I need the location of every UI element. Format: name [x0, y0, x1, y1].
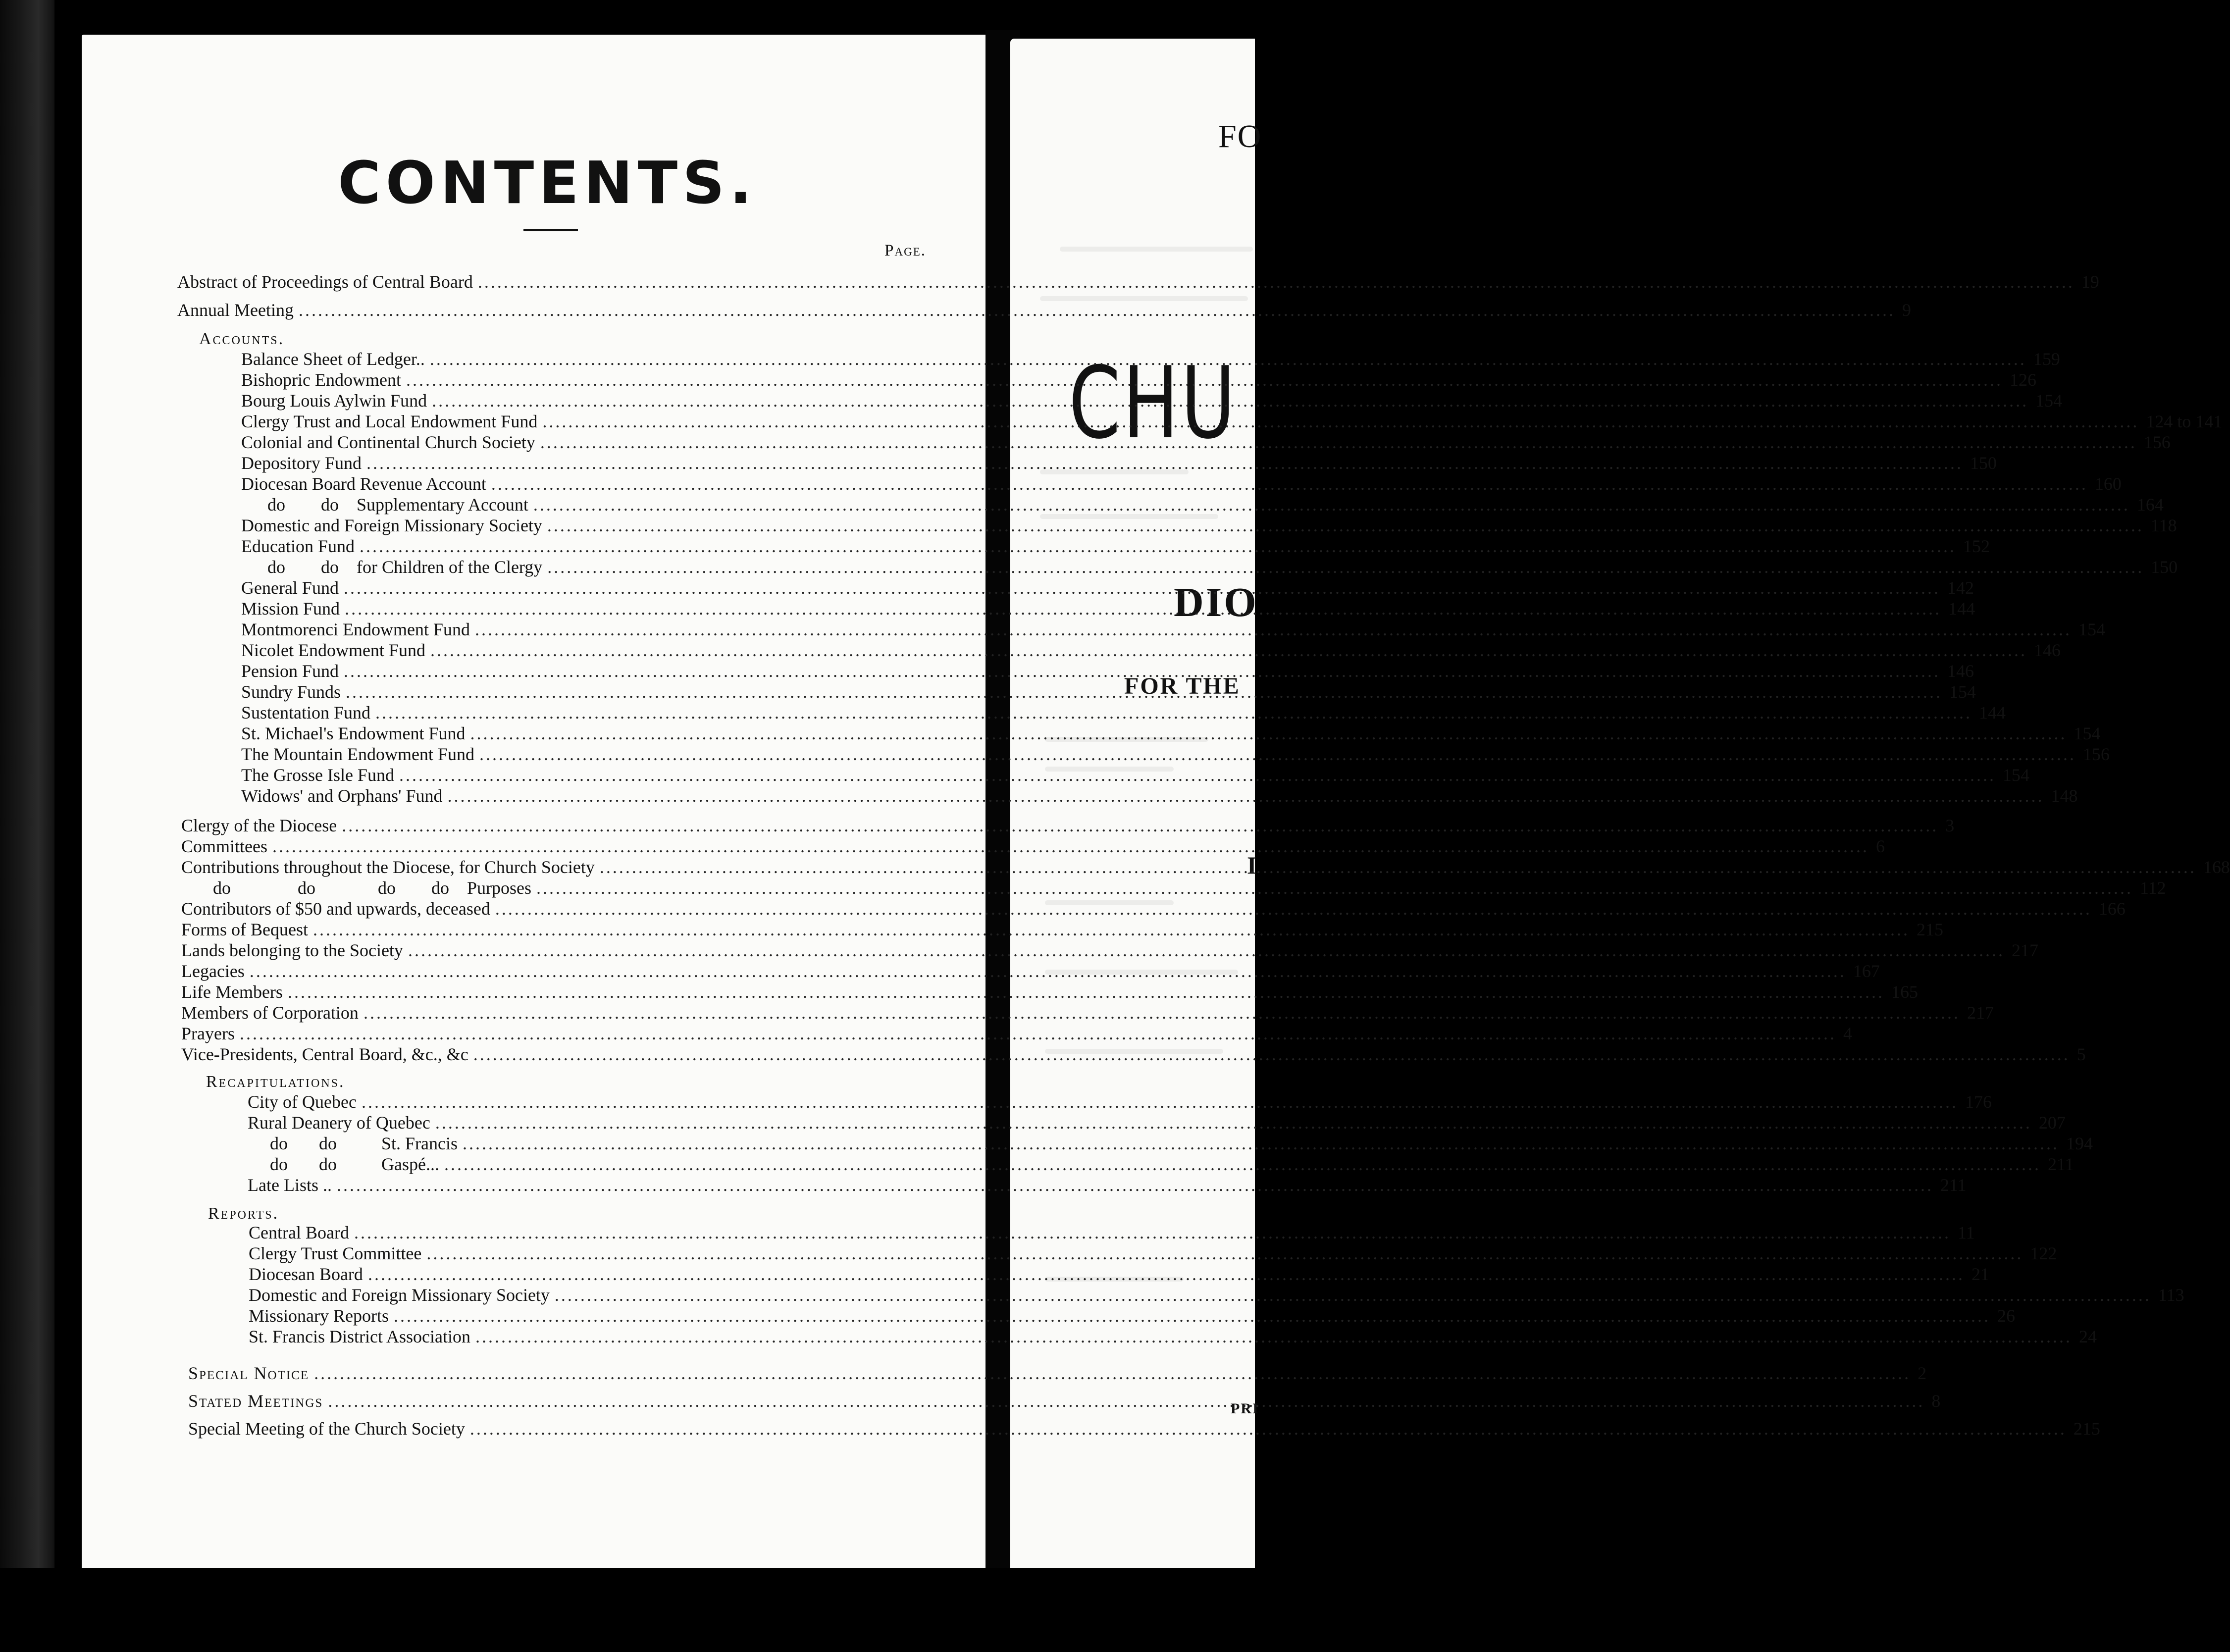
toc-entry — [241, 390, 2063, 412]
toc-entry — [181, 981, 1918, 1003]
leader-dots — [344, 661, 1940, 681]
toc-entry — [181, 961, 1880, 982]
leader-dots — [475, 1326, 2072, 1347]
entry-page: 144 — [1979, 703, 2006, 723]
entry-page: 165 — [1891, 982, 1918, 1002]
entry-page: 24 — [2078, 1327, 2097, 1346]
entry-page: 148 — [2051, 786, 2078, 806]
leader-dots — [366, 453, 1963, 473]
leader-dots — [470, 1418, 2067, 1439]
leader-dots — [470, 723, 2067, 744]
toc-entry — [181, 1044, 2086, 1066]
leader-dots — [272, 836, 1869, 857]
leader-dots — [406, 369, 2003, 390]
leader-dots — [346, 681, 1942, 702]
toc-entry — [188, 1363, 1927, 1385]
entry-page: 8 — [1931, 1391, 1941, 1411]
leader-dots — [313, 919, 1910, 940]
leader-dots — [314, 1363, 1911, 1384]
entry-page: 154 — [2078, 620, 2105, 639]
leader-dots — [430, 640, 2027, 661]
entry-label: Bourg Louis Aylwin Fund — [241, 391, 427, 411]
leader-dots — [536, 878, 2133, 898]
entry-page: 146 — [1947, 661, 1974, 681]
entry-label: Life Members — [181, 982, 283, 1002]
toc-entry — [181, 1002, 1994, 1024]
entry-page: 164 — [2136, 495, 2164, 515]
title-rule — [523, 229, 578, 231]
leader-dots — [435, 1112, 2032, 1133]
toc-entry — [241, 661, 1974, 682]
leader-dots — [533, 494, 2130, 515]
right-page-fragment-chu: CHU — [1069, 346, 1238, 461]
entry-label: General Fund — [241, 578, 339, 598]
leader-dots — [547, 557, 2144, 577]
entry-label: Stated Meetings — [188, 1391, 323, 1411]
toc-entry — [241, 619, 2105, 641]
entry-label: Special Notice — [188, 1363, 310, 1383]
faded-text-line — [1060, 247, 1253, 252]
toc-entry — [181, 815, 1955, 837]
entry-page: 217 — [2011, 940, 2038, 960]
right-page-fragment-dio: DIO — [1174, 579, 1258, 625]
leader-dots — [426, 1243, 2023, 1264]
entry-label: Montmorenci Endowment Fund — [241, 620, 470, 639]
toc-entry — [241, 432, 2171, 454]
leader-dots — [463, 1133, 2059, 1154]
toc-entry — [181, 919, 1943, 941]
entry-page: 166 — [2098, 899, 2126, 919]
entry-label: Missionary Reports — [249, 1306, 389, 1326]
right-page-fragment-for-the: FOR THE — [1124, 673, 1241, 699]
leader-dots — [345, 598, 1941, 619]
entry-label: The Grosse Isle Fund — [241, 765, 394, 785]
entry-label: St. Michael's Endowment Fund — [241, 723, 466, 743]
leader-dots — [432, 390, 2028, 411]
entry-page: 11 — [1957, 1223, 1975, 1242]
entry-label: Prayers — [181, 1024, 235, 1043]
toc-entry — [241, 349, 2060, 370]
toc-entry — [177, 271, 2099, 293]
entry-label: Contributors of $50 and upwards, deceased — [181, 899, 490, 919]
leader-dots — [344, 577, 1940, 598]
toc-entry — [267, 494, 2164, 516]
leader-dots — [360, 536, 1956, 557]
leader-dots — [288, 981, 1884, 1002]
toc-entry — [181, 1023, 1852, 1045]
entry-page: 4 — [1843, 1024, 1852, 1043]
toc-entry — [249, 1264, 1989, 1286]
entry-label: Mission Fund — [241, 599, 340, 619]
entry-page: 154 — [2035, 391, 2063, 411]
toc-entry — [213, 878, 2166, 899]
entry-page: 112 — [2140, 878, 2166, 898]
entry-page: 126 — [2009, 370, 2036, 390]
entry-page: 215 — [1917, 920, 1943, 939]
toc-entry — [241, 369, 2036, 391]
toc-entry — [181, 898, 2126, 920]
entry-label: St. Francis District Association — [249, 1327, 470, 1346]
leader-dots — [250, 961, 1846, 981]
entry-label: Widows' and Orphans' Fund — [241, 786, 443, 806]
toc-entry — [249, 1243, 2057, 1265]
entry-label: Forms of Bequest — [181, 920, 308, 939]
entry-page: 194 — [2066, 1134, 2093, 1153]
entry-page: 176 — [1965, 1092, 1992, 1112]
entry-page: 168 — [2203, 857, 2230, 877]
leader-dots — [495, 898, 2092, 919]
scan-left-edge — [0, 0, 54, 1652]
entry-page: 152 — [1963, 536, 1990, 556]
leader-dots — [479, 744, 2076, 765]
leader-dots — [362, 1091, 1958, 1112]
entry-page: 19 — [2081, 272, 2099, 292]
entry-label: Clergy of the Diocese — [181, 816, 337, 835]
entry-page: 21 — [1971, 1264, 1989, 1284]
entry-page: 154 — [2074, 723, 2101, 743]
entry-label: The Mountain Endowment Fund — [241, 744, 474, 764]
entry-label: Depository Fund — [241, 453, 362, 473]
entry-label: Domestic and Foreign Missionary Society — [249, 1285, 550, 1305]
entry-page: 9 — [1902, 300, 1911, 320]
entry-label: Diocesan Board — [249, 1264, 363, 1284]
entry-label: do do Gaspé... — [270, 1154, 439, 1174]
entry-label: Members of Corporation — [181, 1003, 359, 1023]
entry-label: do do Supplementary Account — [267, 495, 528, 515]
entry-page: 154 — [2002, 765, 2029, 785]
toc-entry — [181, 836, 1885, 858]
leader-dots — [430, 349, 2026, 369]
toc-entry — [248, 1112, 2066, 1134]
entry-label: Diocesan Board Revenue Account — [241, 474, 486, 494]
entry-label: Late Lists .. — [248, 1175, 332, 1195]
leader-dots — [299, 300, 1895, 320]
leader-dots — [399, 765, 1996, 785]
toc-entry — [181, 940, 2038, 962]
toc-entry — [267, 557, 2178, 578]
entry-page: 156 — [2143, 432, 2171, 452]
entry-label: Annual Meeting — [177, 300, 294, 320]
entry-page: 113 — [2158, 1285, 2184, 1305]
entry-label: do do St. Francis — [270, 1134, 458, 1153]
toc-entry — [248, 1175, 1967, 1196]
entry-label: Domestic and Foreign Missionary Society — [241, 516, 542, 535]
toc-entry — [270, 1133, 2093, 1155]
entry-page: 211 — [2047, 1154, 2074, 1174]
entry-page: 3 — [1945, 816, 1955, 835]
leader-dots — [444, 1154, 2041, 1175]
toc-entry — [249, 1222, 1975, 1244]
leader-dots — [363, 1002, 1960, 1023]
entry-label: do do for Children of the Clergy — [267, 557, 543, 577]
entry-page: 211 — [1940, 1175, 1967, 1195]
entry-page: 156 — [2082, 744, 2110, 764]
entry-page: 207 — [2038, 1113, 2066, 1133]
entry-page: 144 — [1948, 599, 1975, 619]
toc-entry — [249, 1326, 2097, 1348]
leader-dots — [600, 857, 2196, 878]
entry-label: Rural Deanery of Quebec — [248, 1113, 430, 1133]
toc-entry — [241, 473, 2122, 495]
entry-label: Committees — [181, 836, 267, 856]
entry-page: 150 — [1970, 453, 1997, 473]
entry-label: Nicolet Endowment Fund — [241, 640, 425, 660]
leader-dots — [473, 1044, 2070, 1065]
leader-dots — [408, 940, 2005, 961]
entry-page: 5 — [2076, 1044, 2086, 1064]
entry-label: Clergy Trust and Local Endowment Fund — [241, 412, 538, 431]
entry-page: 215 — [2073, 1419, 2100, 1439]
entry-label: City of Quebec — [248, 1092, 357, 1112]
leader-dots — [354, 1222, 1951, 1243]
leader-dots — [342, 815, 1938, 836]
toc-entry — [241, 536, 1990, 558]
toc-entry — [241, 640, 2061, 662]
page-column-header: Page. — [884, 242, 926, 259]
toc-entry — [249, 1305, 2015, 1327]
leader-dots — [375, 702, 1972, 723]
toc-entry — [241, 577, 1974, 599]
entry-label: Lands belonging to the Society — [181, 940, 403, 960]
right-page-fragment-i: I — [1247, 851, 1257, 879]
entry-label: Clergy Trust Committee — [249, 1243, 422, 1263]
leader-dots — [328, 1391, 1924, 1411]
section-heading-accounts: Accounts. — [199, 330, 285, 348]
right-page-fragment-fo: FO — [1218, 118, 1262, 155]
leader-dots — [478, 271, 2074, 292]
entry-page: 118 — [2150, 516, 2177, 535]
scan-bottom-strip — [0, 1568, 1255, 1652]
entry-label: Balance Sheet of Ledger.. — [241, 349, 425, 369]
leader-dots — [547, 515, 2144, 536]
entry-page: 142 — [1947, 578, 1974, 598]
toc-entry — [188, 1418, 2100, 1440]
section-heading-recapitulations: Recapitulations. — [206, 1073, 345, 1091]
leader-dots — [542, 411, 2139, 432]
entry-label: Abstract of Proceedings of Central Board — [177, 272, 473, 292]
entry-label: Contributions throughout the Diocese, for Church Society — [181, 857, 595, 877]
toc-entry — [270, 1154, 2074, 1176]
entry-page: 150 — [2151, 557, 2178, 577]
entry-label: Legacies — [181, 961, 245, 981]
toc-entry — [241, 453, 1997, 474]
leader-dots — [240, 1023, 1836, 1044]
entry-page: 2 — [1918, 1363, 1927, 1383]
entry-label: Special Meeting of the Church Society — [188, 1419, 465, 1439]
entry-page: 6 — [1876, 836, 1885, 856]
leader-dots — [337, 1175, 1933, 1195]
entry-page: 154 — [1949, 682, 1976, 702]
toc-entry — [177, 300, 1911, 321]
entry-page: 217 — [1967, 1003, 1994, 1023]
entry-label: Education Fund — [241, 536, 355, 556]
entry-page: 26 — [1997, 1306, 2015, 1326]
toc-entry — [249, 1285, 2184, 1306]
leader-dots — [555, 1285, 2151, 1305]
leader-dots — [394, 1305, 1990, 1326]
entry-label: Colonial and Continental Church Society — [241, 432, 535, 452]
entry-page: 167 — [1853, 961, 1880, 981]
leader-dots — [491, 473, 2088, 494]
toc-entry — [241, 785, 2078, 807]
entry-page: 160 — [2094, 474, 2122, 494]
leader-dots — [475, 619, 2072, 640]
entry-label: Vice-Presidents, Central Board, &c., &c — [181, 1044, 468, 1064]
leader-dots — [448, 785, 2044, 806]
contents-title: CONTENTS. — [338, 149, 757, 217]
leader-dots — [540, 432, 2137, 453]
entry-page: 159 — [2033, 349, 2060, 369]
toc-entry — [241, 723, 2101, 745]
section-heading-reports: Reports. — [208, 1204, 279, 1223]
toc-entry — [241, 515, 2177, 537]
entry-label: Pension Fund — [241, 661, 339, 681]
entry-page: 146 — [2033, 640, 2061, 660]
entry-page: 124 to 141 — [2146, 412, 2223, 431]
entry-page: 122 — [2030, 1243, 2057, 1263]
entry-label: Sustentation Fund — [241, 703, 371, 723]
toc-entry — [241, 411, 2223, 433]
toc-entry — [181, 857, 2230, 878]
entry-label: Central Board — [249, 1223, 349, 1242]
entry-label: Bishopric Endowment — [241, 370, 401, 390]
entry-label: do do do do Purposes — [213, 878, 532, 898]
right-page-fragment-pri: PRI — [1231, 1400, 1259, 1417]
toc-entry — [241, 765, 2029, 786]
toc-entry — [248, 1091, 1992, 1113]
leader-dots — [368, 1264, 1965, 1285]
toc-entry — [241, 598, 1975, 620]
entry-label: Sundry Funds — [241, 682, 341, 702]
toc-entry — [241, 702, 2006, 724]
toc-entry — [241, 744, 2110, 766]
